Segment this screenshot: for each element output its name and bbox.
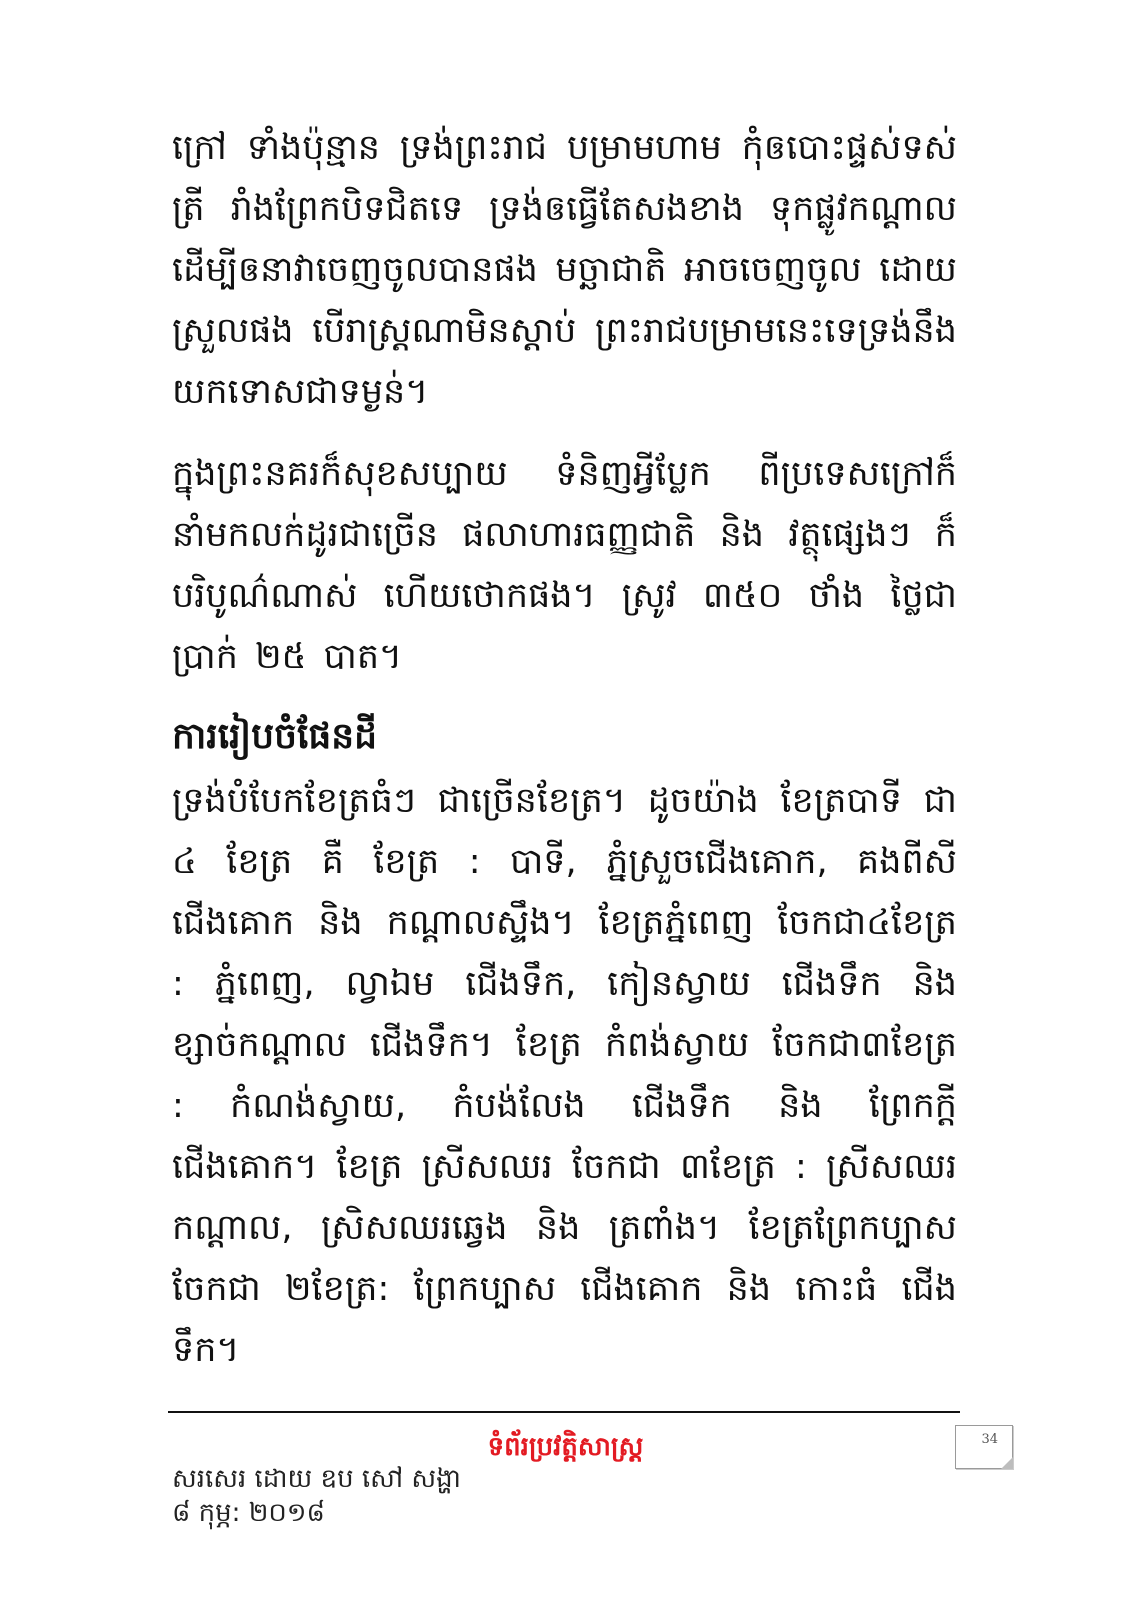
page-curl-icon — [1001, 1457, 1013, 1469]
footer-title: ទំព័រប្រវត្តិសាស្ត្រ — [487, 1432, 644, 1462]
page-body — [172, 118, 957, 1402]
footer-divider — [168, 1411, 960, 1413]
page-number: 34 — [981, 1432, 998, 1447]
section-heading: ការរៀបចំផែនដី — [172, 716, 377, 757]
paragraph-province-division: ទ្រង់បំបែកខែត្រធំៗ ជាច្រើនខែត្រ។ ដូចយ៉ាង ខែត្របាទី ជា ៤ ខែត្រ គឺ ខែត្រ : បាទី, ភ្នំស្រួចជើងគោក, គងពីសី ជើងគោក និង កណ្តាលស្ទឹង។ ខែត្រភ្នំពេញ ចែកជា៤ខែត្រ : ភ្នំពេញ, ល្វាឯម ជើងទឹក, កៀនស្វាយ ជើងទឹក និង ខ្សាច់កណ្តាល ជើងទឹក។ ខែត្រ កំពង់ស្វាយ ចែកជា៣ខែត្រ : កំណង់ស្វាយ, កំបង់លែង ជើងទឹក និង ព្រែកក្តី ជើងគោក។ ខែត្រ ស្រីសឈរ ចែកជា ៣ខែត្រ : ស្រីសឈរ កណ្តាល, ស្រិសឈរឆ្វេង និង ត្រពាំង។ ខែត្រព្រែកប្បាស ចែកជា ២ខែត្រ: ព្រែកប្បាស ជើងគោក និង កោះធំ ជើងទឹក។ — [172, 781, 957, 1370]
paragraph-trade-prosperity: ក្នុងព្រះនគរក៏សុខសប្បាយ ទំនិញអ្វីប្លែក ពីប្រទេសក្រៅក៏នាំមកលក់ដូរជាច្រើន ផលាហារធញ្ញជាតិ និង វត្ថុផ្សេងៗ ក៏បរិបូណ៌ណាស់ ហើយថោកផង។ ស្រូវ ៣៥០ ថាំង ថ្លៃជាប្រាក់ ២៥ បាត។ — [172, 454, 957, 677]
paragraph-royal-decree: ក្រៅ ទាំងប៉ុន្មាន ទ្រង់ព្រះរាជ បម្រាមហាម កុំឲបោះផ្ទស់ទស់ត្រី រាំងព្រែកបិទជិតទេ ទ្រង់ឲធ្វើតែសងខាង ទុកផ្លូវកណ្តាល ដើម្បីឲនាវាចេញចូលបានផង មច្ឆាជាតិ អាចចេញចូល ដោយស្រួលផង បើរាស្ត្រណាមិនស្តាប់ ព្រះរាជបម្រាមនេះទេទ្រង់នឹងយកទោសជាទម្ងន់។ — [172, 128, 957, 412]
footer-date: ៨ កុម្ភ: ២០១៨ — [172, 1498, 325, 1528]
page-number-box — [955, 1425, 1013, 1469]
footer-author: សរសេរ ដោយ ឧប សៅ សង្ហា — [172, 1464, 461, 1494]
